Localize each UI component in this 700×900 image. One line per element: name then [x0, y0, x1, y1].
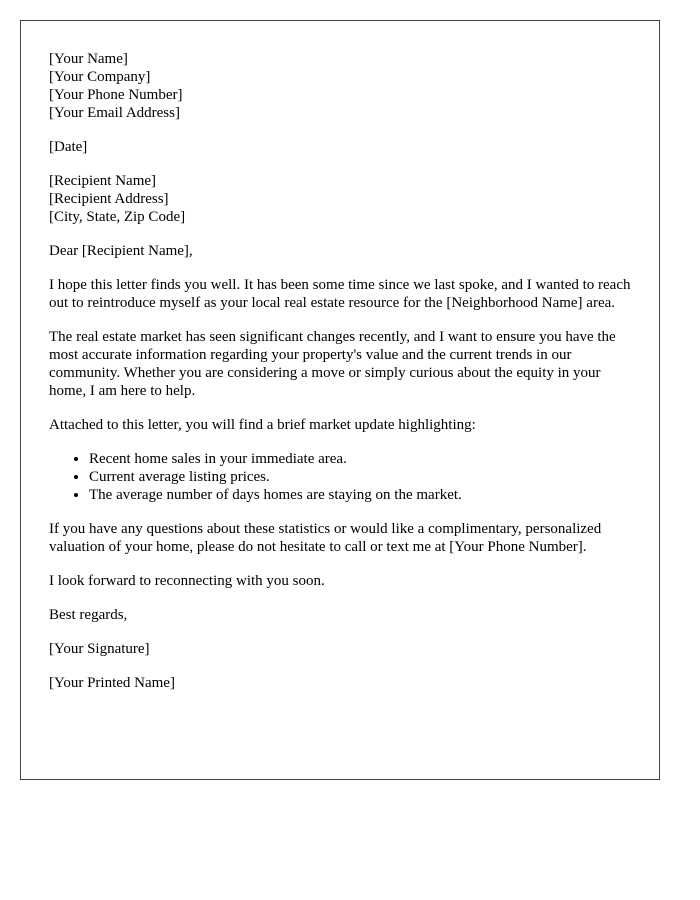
market-update-list	[49, 450, 632, 504]
body-paragraph-2: The real estate market has seen significant changes recently, and I want to ensure you have the most accurate information regarding your property's value and the current trends in our community. Whether you are considering a move or simply curious about the equity in your home, I am here to help.	[49, 329, 616, 399]
signature: [Your Signature]	[49, 641, 150, 657]
list-item: • Current average listing prices.	[89, 468, 632, 486]
recipient-city-state-zip: [City, State, Zip Code]	[49, 209, 186, 225]
letter-date: [Date]	[49, 139, 88, 155]
date-block	[49, 138, 632, 156]
sender-phone: [Your Phone Number]	[49, 87, 183, 103]
body-paragraph-4: If you have any questions about these statistics or would like a complimentary, personalized valuation of your home, please do not hesitate to call or text me at [Your Phone Number].	[49, 521, 602, 555]
sender-name: [Your Name]	[49, 51, 128, 67]
body-paragraph-3: Attached to this letter, you will find a brief market update highlighting:	[49, 417, 476, 433]
recipient-address: [Recipient Address]	[49, 191, 169, 207]
salutation: Dear [Recipient Name],	[49, 243, 193, 259]
sender-company: [Your Company]	[49, 69, 151, 85]
recipient-block	[49, 172, 632, 226]
body-paragraph-1: I hope this letter finds you well. It has been some time since we last spoke, and I wanted to reach out to reintroduce myself as your local real estate resource for the [Neighborhood Name] area.	[49, 277, 631, 311]
body-paragraph-5: I look forward to reconnecting with you soon.	[49, 573, 325, 589]
sender-block	[49, 50, 632, 122]
letter-page	[20, 20, 660, 780]
list-item: • The average number of days homes are staying on the market.	[89, 486, 632, 504]
list-item: • Recent home sales in your immediate area.	[89, 450, 632, 468]
closing: Best regards,	[49, 607, 128, 623]
recipient-name: [Recipient Name]	[49, 173, 157, 189]
printed-name: [Your Printed Name]	[49, 675, 175, 691]
sender-email: [Your Email Address]	[49, 105, 180, 121]
